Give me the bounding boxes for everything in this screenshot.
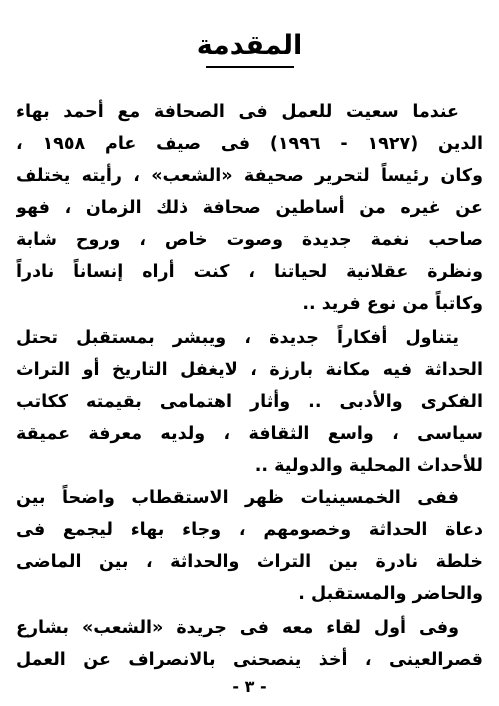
page-title: المقدمة xyxy=(196,30,303,61)
text-line: دعاة الحداثة وخصومهم ، وجاء بهاء ليجمع فى xyxy=(16,520,483,540)
text-line: الفكرى والأدبى .. وأثار اهتمامى بقيمته ككاتب xyxy=(16,392,483,412)
text-line: الدين (١٩٢٧ - ١٩٩٦) فى صيف عام ١٩٥٨ ، xyxy=(16,134,483,154)
page-number: - ٣ - xyxy=(232,677,267,696)
text-line: صاحب نغمة جديدة وصوت خاص ، وروح شابة xyxy=(16,230,483,250)
text-line: ففى الخمسينيات ظهر الاستقطاب واضحاً بين xyxy=(16,488,459,508)
title-underline xyxy=(206,66,294,68)
text-line: والحاضر والمستقبل . xyxy=(298,584,483,604)
text-line: عن غيره من أساطين صحافة ذلك الزمان ، فهو xyxy=(16,198,483,218)
text-line: وكاتباً من نوع فريد .. xyxy=(302,294,483,314)
text-line: سياسى ، واسع الثقافة ، ولديه معرفة عميقة xyxy=(16,424,483,444)
text-line: الحداثة فيه مكانة بارزة ، لايغفل التاريخ أو التراث xyxy=(16,360,483,380)
text-line: خلطة نادرة بين التراث والحداثة ، بين الماضى xyxy=(16,552,483,572)
text-line: يتناول أفكاراً جديدة ، ويبشر بمستقبل تحتل xyxy=(16,328,459,348)
text-line: للأحداث المحلية والدولية .. xyxy=(254,456,483,476)
text-line: وفى أول لقاء معه فى جريدة «الشعب» بشارع xyxy=(16,618,459,638)
text-line: ونظرة عقلانية لحياتنا ، كنت أراه إنساناً نادراً xyxy=(16,262,483,282)
text-line: وكان رئيساً لتحرير صحيفة «الشعب» ، رأيته يختلف xyxy=(16,166,483,186)
text-line: قصرالعينى ، أخذ ينصحنى بالانصراف عن العمل xyxy=(16,650,483,670)
text-line: عندما سعيت للعمل فى الصحافة مع أحمد بهاء xyxy=(16,102,459,122)
